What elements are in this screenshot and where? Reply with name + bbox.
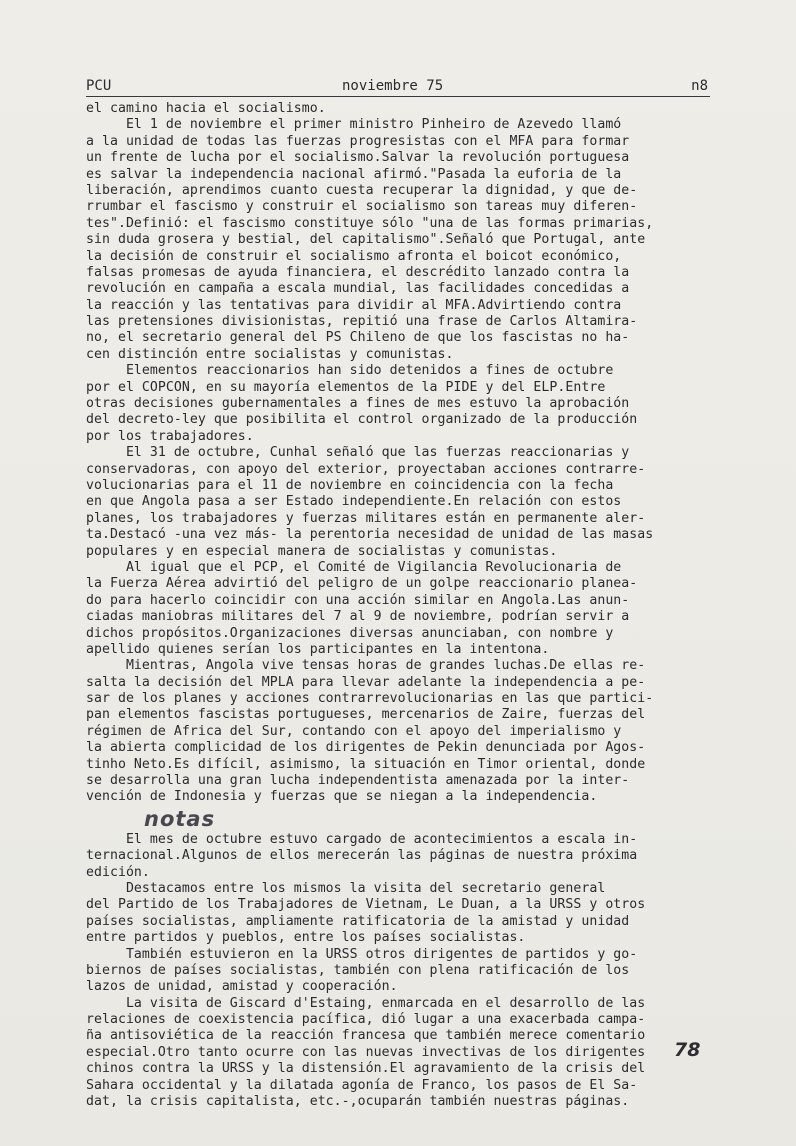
body-line: El 1 de noviembre el primer ministro Pinheiro de Azevedo llamó (86, 117, 622, 133)
notas-line: del Partido de los Trabajadores de Vietnam, Le Duan, a la URSS y otros (86, 897, 646, 913)
body-line: es salvar la independencia nacional afirmó."Pasada la euforia de la (86, 166, 622, 182)
notas-line: Sahara occidental y la dilatada agonía de Franco, los pasos de El Sa- (86, 1077, 638, 1093)
body-line: conservadoras, con apoyo del exterior, proyectaban acciones contrarre- (86, 461, 646, 477)
notas-line: entre partidos y pueblos, entre los países socialistas. (86, 930, 526, 946)
body-line: por el COPCON, en su mayoría elementos de la PIDE y del ELP.Entre (86, 379, 606, 395)
body-line: un frente de lucha por el socialismo.Salvar la revolución portuguesa (86, 150, 630, 166)
notas-line: La visita de Giscard d'Estaing, enmarcada en el desarrollo de las (86, 995, 646, 1011)
notas-line: También estuvieron en la URSS otros dirigentes de partidos y go- (86, 946, 638, 962)
body-line: liberación, aprendimos cuanto cuesta recuperar la dignidad, y que de- (86, 182, 638, 198)
page-number: 78 (674, 1039, 701, 1061)
body-line: por los trabajadores. (86, 428, 254, 444)
body-line: la reacción y las tentativas para dividir al MFA.Advirtiendo contra (86, 297, 622, 313)
notas-line: Destacamos entre los mismos la visita del secretario general (86, 880, 606, 896)
body-line: otras decisiones gubernamentales a fines de mes estuvo la aprobación (86, 396, 630, 412)
body-line: ciadas maniobras militares del 7 al 9 de noviembre, podrían servir a (86, 609, 630, 625)
body-line: en que Angola pasa a ser Estado independiente.En relación con estos (86, 494, 622, 510)
notas-line: ña antisoviética de la reacción francesa que también merece comentario (86, 1028, 646, 1044)
notas-line: lazos de unidad, amistad y cooperación. (86, 979, 398, 995)
body-line: rrumbar el fascismo y construir el socialismo son tareas muy diferen- (86, 199, 638, 215)
body-line: cen distinción entre socialistas y comunistas. (86, 346, 454, 362)
body-line: revolución en campaña a escala mundial, las facilidades concedidas a (86, 281, 630, 297)
notas-line: El mes de octubre estuvo cargado de acontecimientos a escala in- (86, 831, 638, 847)
body-line: falsas promesas de ayuda financiera, el descrédito lanzado contra la (86, 264, 630, 280)
body-line: tes".Definió: el fascismo constituye sólo "una de las formas primarias, (86, 215, 654, 231)
body-line: dichos propósitos.Organizaciones diversas anunciaban, con nombre y (86, 625, 614, 641)
notas-line: relaciones de coexistencia pacífica, dió lugar a una exacerbada campa- (86, 1012, 646, 1028)
notas-line: chinos contra la URSS y la distensión.El agravamiento de la crisis del (86, 1061, 646, 1077)
body-line: las pretensiones divisionistas, repitió una frase de Carlos Altamira- (86, 314, 638, 330)
body-line: ta.Destacó -una vez más- la perentoria necesidad de unidad de las masas (86, 527, 654, 543)
body-line: sar de los planes y acciones contrarrevolucionarias en las que partici- (86, 691, 654, 707)
body-line: no, el secretario general del PS Chileno de que los fascistas no ha- (86, 330, 630, 346)
notas-heading: notas (144, 806, 216, 831)
body-line: sin duda grosera y bestial, del capitalismo".Señaló que Portugal, ante (86, 232, 646, 248)
body-line: tinho Neto.Es difícil, asimismo, la situación en Timor oriental, donde (86, 756, 646, 772)
notas-line: dat, la crisis capitalista, etc.-,ocuparán también nuestras páginas. (86, 1094, 630, 1110)
body-line: el camino hacia el socialismo. (86, 101, 326, 116)
header-publication: PCU (86, 78, 112, 94)
header-issue-number: n8 (691, 78, 708, 94)
body-line: a la unidad de todas las fuerzas progresistas con el MFA para formar (86, 133, 630, 149)
body-line: la abierta complicidad de los dirigentes de Pekin denunciada por Agos- (86, 740, 646, 756)
body-line: del decreto-ley que posibilita el control organizado de la producción (86, 412, 638, 428)
body-line: populares y en especial manera de socialistas y comunistas. (86, 543, 558, 559)
notas-line: edición. (86, 864, 150, 880)
body-line: volucionarias para el 11 de noviembre en coincidencia con la fecha (86, 477, 614, 493)
body-line: El 31 de octubre, Cunhal señaló que las fuerzas reaccionarias y (86, 445, 630, 461)
notas-line: especial.Otro tanto ocurre con las nuevas invectivas de los dirigentes (86, 1044, 646, 1060)
body-line: do para hacerlo coincidir con una acción similar en Angola.Las anun- (86, 592, 630, 608)
body-line: vención de Indonesia y fuerzas que se niegan a la independencia. (86, 789, 598, 805)
page-header (86, 76, 710, 97)
article-body (86, 101, 726, 1110)
body-line: apellido quienes serían los participantes en la intentona. (86, 641, 550, 657)
notas-line: biernos de países socialistas, también con plena ratificación de los (86, 962, 630, 978)
body-line: salta la decisión del MPLA para llevar adelante la independencia a pe- (86, 674, 646, 690)
body-line: pan elementos fascistas portugueses, mercenarios de Zaire, fuerzas del (86, 707, 646, 723)
body-line: régimen de Africa del Sur, contando con el apoyo del imperialismo y (86, 723, 622, 739)
notas-line: países socialistas, ampliamente ratificatoria de la amistad y unidad (86, 913, 630, 929)
body-line: Elementos reaccionarios han sido detenidos a fines de octubre (86, 363, 614, 379)
header-date: noviembre 75 (342, 78, 444, 94)
body-line: la decisión de construir el socialismo afronta el boicot económico, (86, 248, 622, 264)
body-line: Al igual que el PCP, el Comité de Vigilancia Revolucionaria de (86, 559, 622, 575)
body-line: Mientras, Angola vive tensas horas de grandes luchas.De ellas re- (86, 658, 646, 674)
body-line: se desarrolla una gran lucha independentista amenazada por la inter- (86, 773, 630, 789)
body-line: planes, los trabajadores y fuerzas militares están en permanente aler- (86, 510, 646, 526)
body-line: la Fuerza Aérea advirtió del peligro de un golpe reaccionario planea- (86, 576, 638, 592)
notas-line: ternacional.Algunos de ellos merecerán las páginas de nuestra próxima (86, 848, 638, 864)
